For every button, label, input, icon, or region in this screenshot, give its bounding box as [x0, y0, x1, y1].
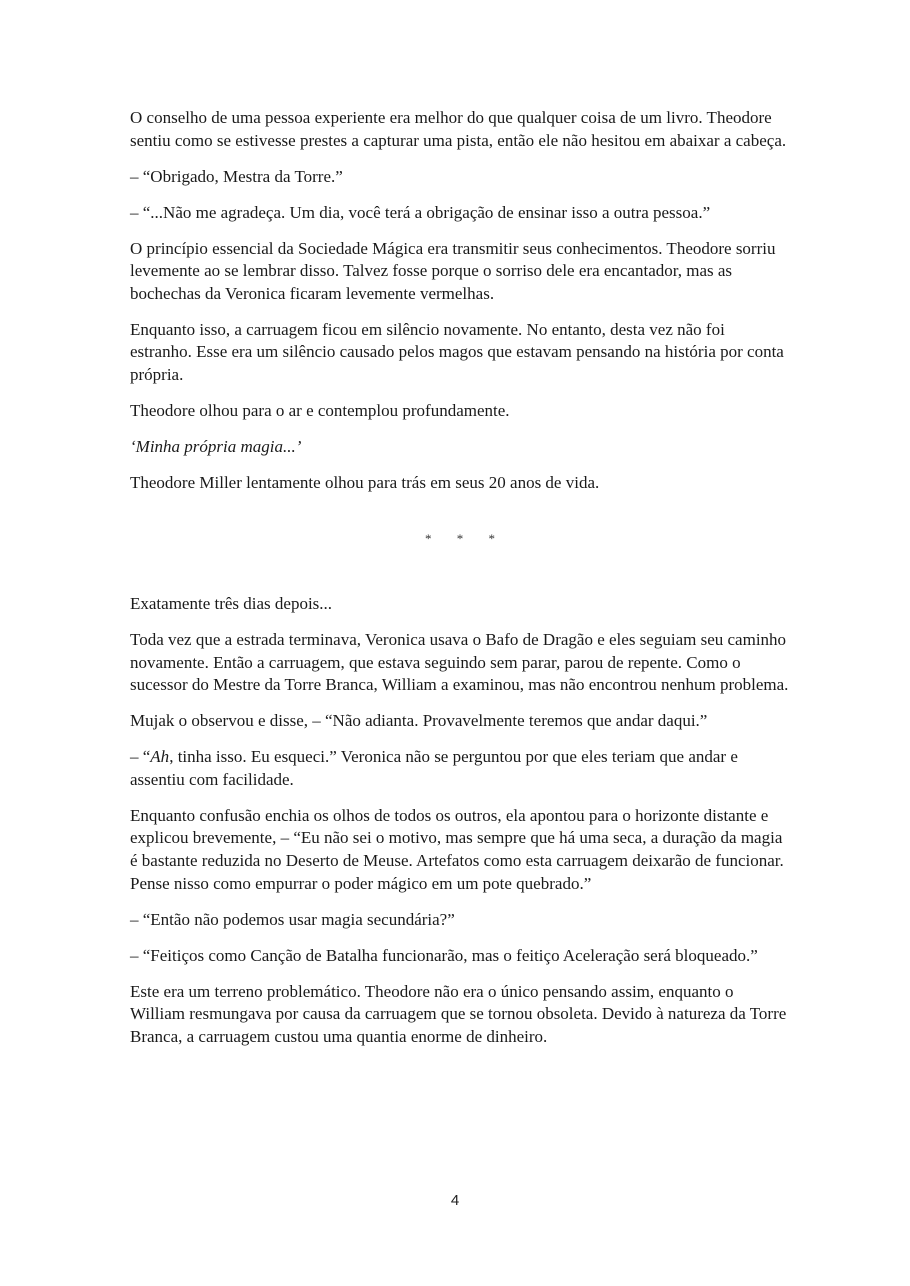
dialogue-prefix: – “ — [130, 747, 151, 767]
paragraph: Enquanto confusão enchia os olhos de todos os outros, ela apontou para o horizonte distante e explicou brevemente, – “Eu não sei o motivo, mas sempre que há uma seca, a duração da magia é bastante reduzida no Deserto de Meuse. Artefatos como esta carruagem deixarão de funcionar. Pense nisso como empurrar o poder mágico em um pote quebrado.” — [130, 805, 784, 893]
paragraph: Toda vez que a estrada terminava, Veronica usava o Bafo de Dragão e eles seguiam seu caminho novamente. Então a carruagem, que estava seguindo sem parar, parou de repente. Como o sucessor do Mestre da Torre Branca, William a examinou, mas não encontrou nenhum problema. — [130, 630, 789, 695]
italic-interjection: Ah — [150, 747, 170, 767]
page-number: 4 — [450, 1192, 460, 1209]
paragraph: Theodore Miller lentamente olhou para trás em seus 20 anos de vida. — [130, 472, 600, 492]
paragraph: Exatamente três dias depois... — [130, 594, 333, 614]
paragraph: O conselho de uma pessoa experiente era melhor do que qualquer coisa de um livro. Theodore sentiu como se estivesse prestes a capturar uma pista, então ele não hesitou em abaixar a cabeça. — [130, 108, 787, 150]
thought-line — [130, 436, 790, 459]
paragraph: Este era um terreno problemático. Theodore não era o único pensando assim, enquanto o William resmungava por causa da carruagem que se tornou obsoleta. Devido à natureza da Torre Branca, a carruagem custou uma quantia enorme de dinheiro. — [130, 981, 787, 1046]
dialogue-line — [130, 746, 790, 791]
paragraph: O princípio essencial da Sociedade Mágica era transmitir seus conhecimentos. Theodore sorriu levemente ao se lembrar disso. Talvez fosse porque o sorriso dele era encantador, mas as bochechas da Veronica ficaram levemente vermelhas. — [130, 238, 776, 303]
dialogue-line: – “...Não me agradeça. Um dia, você terá a obrigação de ensinar isso a outra pessoa.” — [130, 202, 711, 222]
paragraph: Enquanto isso, a carruagem ficou em silêncio novamente. No entanto, desta vez não foi estranho. Esse era um silêncio causado pelos magos que estavam pensando na história por conta própria. — [130, 319, 784, 384]
paragraph: Theodore olhou para o ar e contemplou profundamente. — [130, 400, 510, 420]
document-page — [130, 107, 790, 1062]
dialogue-line: – “Obrigado, Mestra da Torre.” — [130, 166, 343, 186]
thought-text: ‘Minha própria magia...’ — [130, 436, 302, 456]
dialogue-rest: , tinha isso. Eu esqueci.” Veronica não se perguntou por que eles teriam que andar e assentiu com facilidade. — [130, 747, 738, 789]
section-separator: * * * — [425, 531, 495, 547]
dialogue-line: – “Feitiços como Canção de Batalha funcionarão, mas o feitiço Aceleração será bloqueado.” — [130, 945, 758, 965]
dialogue-line: – “Então não podemos usar magia secundária?” — [130, 909, 455, 929]
paragraph: Mujak o observou e disse, – “Não adianta. Provavelmente teremos que andar daqui.” — [130, 711, 708, 731]
